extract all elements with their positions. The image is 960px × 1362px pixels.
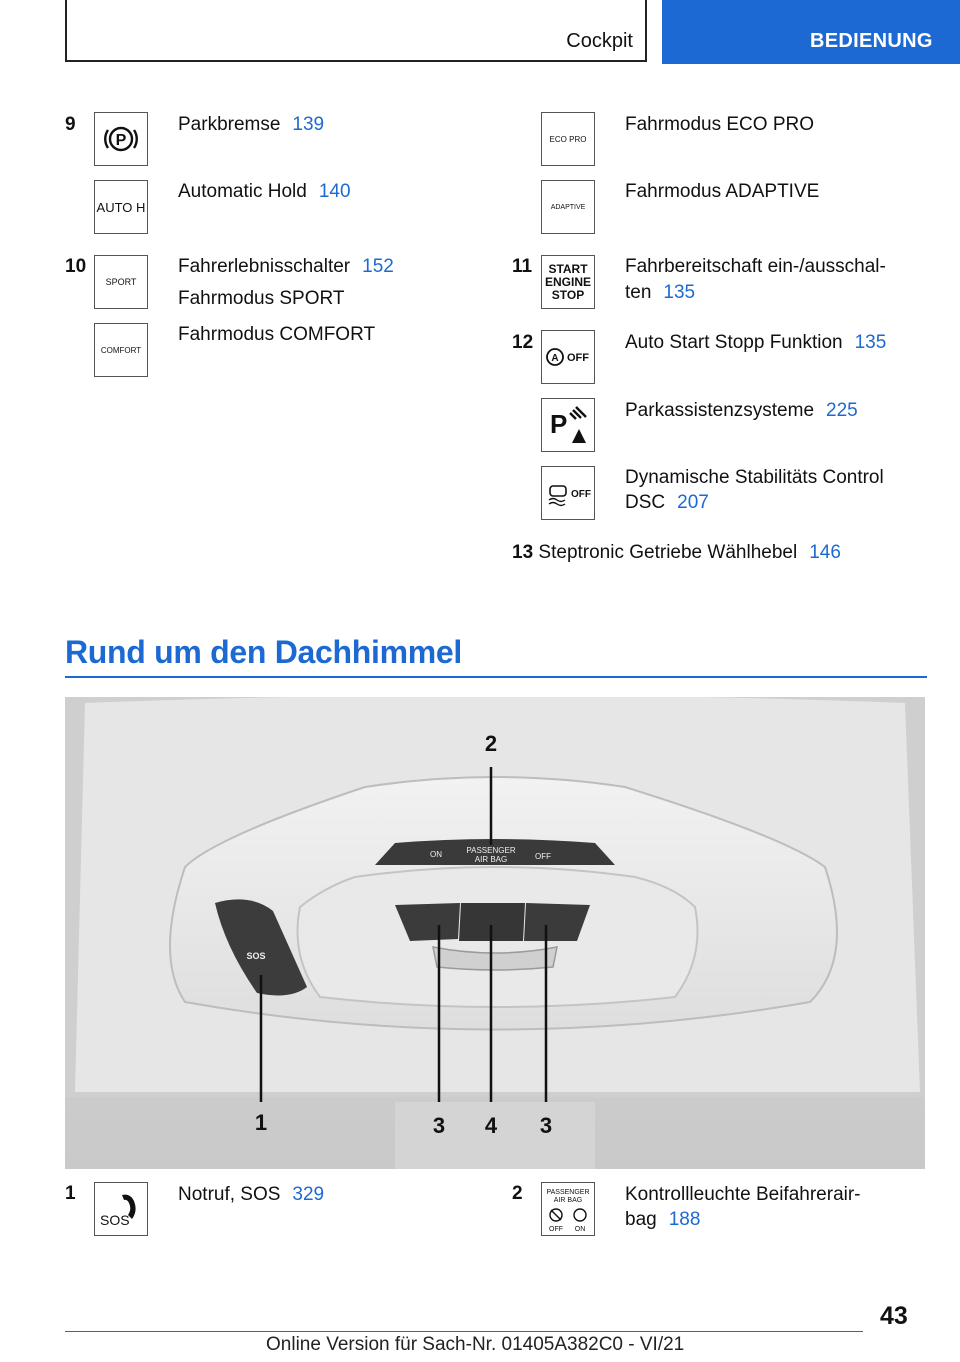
header-chapter-title: BEDIENUNG: [810, 30, 933, 52]
header-chapter-tab: [662, 0, 960, 64]
section-divider: [65, 676, 927, 678]
page-ref-link[interactable]: 140: [318, 181, 351, 202]
callout-1: 1: [254, 1110, 268, 1135]
item-number: 9: [65, 114, 76, 135]
footer-text: Online Version für Sach-Nr. 01405A382C0 - VI/21: [266, 1334, 685, 1355]
footer-divider: [65, 1331, 863, 1332]
section-title: Rund um den Dachhimmel: [65, 634, 462, 670]
item-label-parkbremse: Parkbremse 139: [178, 114, 325, 135]
svg-text:SOS: SOS: [246, 951, 266, 961]
page-ref-link[interactable]: 135: [663, 282, 696, 303]
header-section-title: Cockpit: [566, 30, 633, 52]
page-number: 43: [880, 1302, 908, 1330]
item-label-automatic-hold: Automatic Hold 140: [178, 181, 351, 202]
item-number: 11: [512, 256, 533, 277]
adaptive-icon: ADAPTIVE: [541, 180, 595, 234]
page-ref-link[interactable]: 135: [854, 332, 887, 353]
svg-text:SOS: SOS: [100, 1212, 130, 1228]
item-label-steptronic: 13 Steptronic Getriebe Wählhebel 146: [512, 542, 841, 563]
passenger-airbag-icon: [541, 1182, 595, 1236]
callout-2: 2: [484, 731, 498, 756]
item-label-notruf: Notruf, SOS 329: [178, 1184, 325, 1205]
item-label-adaptive: Fahrmodus ADAPTIVE: [625, 181, 820, 202]
page-ref-link[interactable]: 225: [826, 400, 858, 421]
page-ref-link[interactable]: 188: [668, 1209, 701, 1230]
item-label-dsc: Dynamische Stabilitäts Control: [625, 467, 884, 488]
start-engine-stop-icon: START ENGINE STOP: [541, 255, 595, 309]
svg-text:AIR BAG: AIR BAG: [553, 1197, 583, 1204]
item-label-fahrerlebnisschalter: Fahrerlebnisschalter 152: [178, 256, 394, 277]
auto-start-stop-off-icon: [541, 330, 595, 384]
page-ref-link[interactable]: 329: [292, 1184, 325, 1205]
item-number: 12: [512, 332, 534, 353]
svg-text:ON: ON: [574, 1226, 586, 1233]
item-label-auto-start-stopp: Auto Start Stopp Funktion 135: [625, 332, 887, 353]
item-label-fahrbereitschaft: Fahrbereitschaft ein-/ausschal-: [625, 256, 886, 277]
page-ref-link[interactable]: 139: [292, 114, 325, 135]
eco-pro-icon: ECO PRO: [541, 112, 595, 166]
svg-text:ON: ON: [430, 850, 442, 859]
item-number: 10: [65, 256, 87, 277]
item-number: 2: [512, 1183, 523, 1204]
svg-text:P: P: [550, 409, 568, 439]
svg-text:PASSENGER: PASSENGER: [466, 846, 516, 855]
svg-text:A: A: [551, 353, 559, 364]
dsc-off-icon: [541, 466, 595, 520]
page-ref-link[interactable]: 152: [362, 256, 394, 277]
item-label-eco-pro: Fahrmodus ECO PRO: [625, 114, 814, 135]
svg-text:AIR BAG: AIR BAG: [474, 855, 508, 864]
headliner-figure: [65, 697, 925, 1169]
svg-text:PASSENGER: PASSENGER: [546, 1189, 590, 1196]
item-label-kontrollleuchte-cont: bag 188: [625, 1209, 701, 1230]
item-label-dsc-cont: DSC 207: [625, 492, 709, 513]
svg-text:OFF: OFF: [549, 1226, 563, 1233]
park-assist-icon: [541, 398, 595, 452]
callout-3b: 3: [539, 1113, 553, 1138]
header-section-tab: [65, 0, 647, 62]
svg-text:OFF: OFF: [535, 852, 551, 861]
comfort-icon: COMFORT: [94, 323, 148, 377]
page-ref-link[interactable]: 146: [809, 542, 841, 563]
callout-4: 4: [484, 1113, 498, 1138]
parking-brake-icon: [94, 112, 148, 166]
item-label-fahrmodus-sport: Fahrmodus SPORT: [178, 288, 345, 309]
sos-icon: [94, 1182, 148, 1236]
item-number: 13: [512, 542, 534, 563]
svg-text:OFF: OFF: [571, 489, 591, 500]
callout-3a: 3: [432, 1113, 446, 1138]
item-label-kontrollleuchte: Kontrollleuchte Beifahrerair-: [625, 1184, 861, 1205]
auto-hold-icon: AUTO H: [94, 180, 148, 234]
svg-text:P: P: [115, 132, 127, 149]
item-label-fahrmodus-comfort: Fahrmodus COMFORT: [178, 324, 376, 345]
item-number: 1: [65, 1183, 76, 1204]
svg-text:OFF: OFF: [567, 352, 589, 364]
item-label-fahrbereitschaft-cont: ten 135: [625, 282, 696, 303]
sport-icon: SPORT: [94, 255, 148, 309]
item-label-parkassistenz: Parkassistenzsysteme 225: [625, 400, 858, 421]
page-ref-link[interactable]: 207: [677, 492, 709, 513]
